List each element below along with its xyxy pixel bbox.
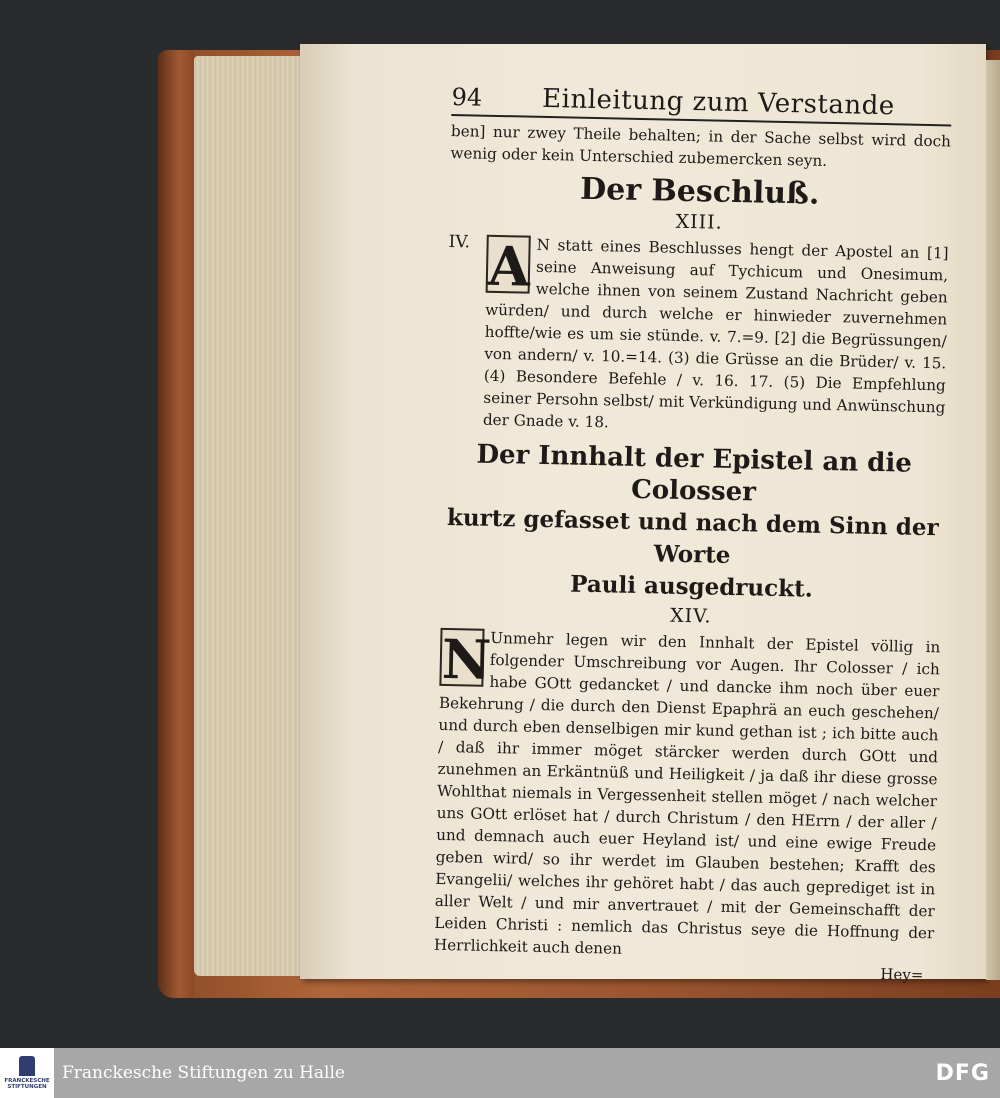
heading-content-line2: kurtz gefasset und nach dem Sinn der Worte (446, 503, 939, 569)
footer-title[interactable]: Franckesche Stiftungen zu Halle (62, 1063, 345, 1083)
paragraph-conclusion (445, 232, 949, 440)
dropcap-n: N (441, 626, 492, 692)
section-numeral-1: XIII. (675, 210, 723, 234)
page-edges (194, 56, 304, 976)
dropcap-a: A (487, 233, 531, 299)
intro-lines: ben] nur zwey Theile behalten; in der Sache selbst wird doch wenig oder kein Unterschied zubemercken seyn. (450, 121, 952, 170)
franckesche-logo[interactable] (0, 1048, 54, 1098)
heading-content-line1: Der Innhalt der Epistel an die Colosser (476, 439, 913, 508)
logo-text: FRANCKESCHE STIFTUNGEN (4, 1078, 50, 1090)
book-spine (158, 50, 194, 998)
paragraph-conclusion-text: N statt eines Beschlusses hengt der Apostel an [1] seine Anweisung auf Tychicum und Onesimum, welche ihnen von seinem Zustand Nachricht geben würden/ und durch welche er hinwieder zuvernehmen hoffte/wie es um sie stünde. v. 7.=9. [2] die Begrüssungen/ von andern/ v. 10.=14. (3) die Grüsse an die Brüder/ v. 15. (4) Besondere Befehle / v. 16. 17. (5) Die Empfehlung seiner Persohn selbst/ mit Verkündigung und Anwünschung der Gnade v. 18. (482, 235, 949, 432)
building-icon (19, 1056, 35, 1076)
page-number: 94 (451, 82, 483, 112)
heading-content-line3: Pauli ausgedruckt. (569, 570, 814, 603)
paragraph-content (434, 626, 941, 966)
heading-conclusion: Der Beschluß. (579, 171, 820, 212)
page-text-column (433, 82, 952, 999)
section-numeral-2: XIV. (669, 604, 712, 628)
paragraph-number: IV. (448, 231, 471, 253)
dfg-logo[interactable]: DFG (935, 1060, 990, 1086)
running-head: Einleitung zum Verstande (541, 83, 895, 122)
paragraph-content-text: Unmehr legen wir den Innhalt der Epistel völlig in folgender Umschreibung vor Augen. Ihr Colosser / ich habe GOtt gedancket / und dancke ihm noch über euer Bekehrung / die durch den Dienst Epaphrä an euch geschehen/ und durch eben denselbigen mir kund gethan ist ; ich bitte auch / daß ihr immer möget stärcker werden durch GOtt und zunehmen an Erkäntnüß und Heiligkeit / ja daß ihr diese grosse Wohlthat niemals in Vergessenheit stellen möget / nach welcher uns GOtt erlöset hat / durch Christum / den HErrn / der aller / und demnach auch euer Heyland ist/ und eine ewige Freude geben wird/ so ihr werdet im Glauben bestehen; Krafft des Evangelii/ welches ihr gehöret habt / das auch geprediget ist in aller Welt / und mir anvertrauet / mit der Gemeinschafft der Leiden Christi : nemlich das Christus seye die Hoffnung der Herrlichkeit auch denen (433, 628, 941, 958)
page-right-edge (986, 60, 1000, 980)
catchword: Hey= (880, 965, 924, 985)
viewer-footer (0, 1048, 1000, 1098)
